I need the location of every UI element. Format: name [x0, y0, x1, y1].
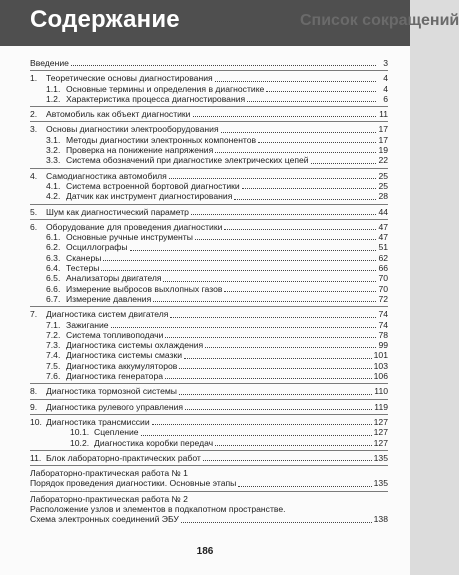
- toc-entry: [30, 242, 388, 252]
- dot-leader: [103, 260, 376, 261]
- toc-entry-number: 3.2.: [46, 145, 61, 156]
- toc-entry-number: 5.: [30, 206, 38, 217]
- toc-entry-title: Шум как диагностический параметр: [46, 206, 189, 217]
- toc-entry-number: 2.: [30, 109, 38, 120]
- toc-entry-page: 74: [378, 309, 388, 320]
- toc-entry: [30, 514, 388, 524]
- toc-entry-number: 6.6.: [46, 283, 61, 294]
- toc-entry: [30, 121, 388, 134]
- toc-entry-page: 103: [373, 360, 388, 371]
- dot-leader: [152, 424, 372, 425]
- toc-entry-page: 51: [378, 242, 388, 253]
- toc-entry-title: Основы диагностики электрооборудования: [46, 124, 219, 135]
- toc-entry: [30, 155, 388, 165]
- toc-entry: [30, 427, 388, 437]
- dot-leader: [185, 409, 372, 410]
- toc-entry-title: Схема электронных соединений ЭБУ: [30, 514, 179, 525]
- dot-leader: [163, 281, 376, 282]
- toc-entry: [30, 340, 388, 350]
- dot-leader: [165, 337, 376, 338]
- toc-entry-number: 6.2.: [46, 242, 61, 253]
- toc-entry-title: Лабораторно-практическая работа № 2: [30, 493, 188, 504]
- dot-leader: [71, 65, 376, 66]
- toc-entry: [30, 491, 388, 504]
- toc-entry-page: 127: [373, 416, 388, 427]
- toc-entry-number: 3.: [30, 124, 38, 135]
- dot-leader: [311, 163, 376, 164]
- toc-entry: [30, 330, 388, 340]
- toc-entry: [30, 84, 388, 94]
- toc-entry-page: 28: [378, 191, 388, 202]
- toc-entry-title: Основные термины и определения в диагностике: [66, 83, 265, 94]
- toc-entry-page: 70: [378, 273, 388, 284]
- dot-leader: [169, 178, 376, 179]
- toc-entry-number: 7.6.: [46, 371, 61, 382]
- toc-entry-title: Диагностика трансмиссии: [46, 416, 150, 427]
- dot-leader: [266, 91, 376, 92]
- toc-entry-page: 25: [378, 170, 388, 181]
- toc-entry: [30, 361, 388, 371]
- toc-entry-number: 6.: [30, 221, 38, 232]
- toc-entry: [30, 383, 388, 396]
- dot-leader: [193, 116, 377, 117]
- toc-entry-number: 8.: [30, 386, 38, 397]
- page-title: Содержание: [30, 6, 180, 33]
- toc-entry-title: Анализаторы двигателя: [66, 273, 162, 284]
- toc-entry-number: 1.1.: [46, 83, 61, 94]
- header-bar: [0, 0, 459, 46]
- dot-leader: [247, 101, 376, 102]
- toc-entry-title: Зажигание: [66, 319, 109, 330]
- toc-entry-page: 78: [378, 329, 388, 340]
- toc-entry-page: 99: [378, 340, 388, 351]
- toc-entry-number: 4.: [30, 170, 38, 181]
- toc-entry-page: 19: [378, 145, 388, 156]
- toc-entry-title: Диагностика системы охлаждения: [66, 340, 204, 351]
- toc-entry: [30, 58, 388, 68]
- toc-entry-number: 6.7.: [46, 293, 61, 304]
- toc-entry-page: 119: [374, 401, 388, 412]
- toc-entry-number: 6.3.: [46, 252, 61, 263]
- toc-entry-page: 47: [378, 221, 388, 232]
- toc-entry: [30, 284, 388, 294]
- toc-entry-title: Система топливоподачи: [66, 329, 164, 340]
- dot-leader: [141, 435, 372, 436]
- toc-entry-page: 11: [379, 109, 388, 120]
- toc-entry: [30, 438, 388, 448]
- toc-entry-title: Оборудование для проведения диагностики: [46, 221, 223, 232]
- toc-entry-page: 72: [378, 293, 388, 304]
- toc-entry-title: Датчик как инструмент диагностирования: [66, 191, 233, 202]
- toc-entry: [30, 504, 388, 514]
- toc-entry-page: 4: [383, 83, 388, 94]
- dot-leader: [224, 291, 376, 292]
- toc-entry: [30, 168, 388, 181]
- dot-leader: [205, 347, 376, 348]
- toc-entry: [30, 263, 388, 273]
- toc-entry: [30, 294, 388, 304]
- toc-entry-title: Характеристика процесса диагностирования: [66, 93, 246, 104]
- toc-entry-page: 22: [378, 155, 388, 166]
- dot-leader: [195, 239, 376, 240]
- toc-entry-page: 74: [378, 319, 388, 330]
- toc-entry-number: 10.: [30, 416, 42, 427]
- dot-leader: [215, 81, 376, 82]
- toc-entry-number: 3.3.: [46, 155, 61, 166]
- toc-entry: [30, 219, 388, 232]
- toc-entry: [30, 204, 388, 217]
- toc-entry-number: 7.3.: [46, 340, 61, 351]
- toc-entry-number: 6.4.: [46, 263, 61, 274]
- toc-entry-page: 62: [378, 252, 388, 263]
- toc-entry-title: Диагностика системы смазки: [66, 350, 183, 361]
- dot-leader: [179, 368, 371, 369]
- toc-entry-number: 7.1.: [46, 319, 61, 330]
- dot-leader: [191, 214, 376, 215]
- toc-entry-title: Автомобиль как объект диагностики: [46, 109, 191, 120]
- toc-entry-page: 47: [378, 232, 388, 243]
- page-number: 186: [196, 546, 214, 557]
- toc-entry-number: 9.: [30, 401, 38, 412]
- toc-entry-number: 3.1.: [46, 134, 61, 145]
- dot-leader: [184, 358, 372, 359]
- toc-entry: [30, 181, 388, 191]
- toc-entry-title: Диагностика коробки передач: [94, 437, 214, 448]
- toc-entry: [30, 399, 388, 412]
- toc-entry-title: Основные ручные инструменты: [66, 232, 193, 243]
- toc-entry-title: Введение: [30, 58, 69, 68]
- toc-entry: [30, 414, 388, 427]
- toc-entry: [30, 478, 388, 488]
- toc-entry-number: 7.: [30, 309, 38, 320]
- toc-entry: [30, 191, 388, 201]
- toc-entry-number: 7.5.: [46, 360, 61, 371]
- dot-leader: [215, 445, 371, 446]
- toc-entry-page: 110: [374, 386, 388, 397]
- toc-entry-title: Диагностика аккумуляторов: [66, 360, 178, 371]
- dot-leader: [130, 250, 376, 251]
- toc-entry-number: 1.2.: [46, 93, 61, 104]
- toc-entry-page: 4: [383, 73, 388, 84]
- toc-entry-title: Диагностика систем двигателя: [46, 309, 169, 320]
- toc-entry: [30, 253, 388, 263]
- toc-entry-title: Система обозначений при диагностике электрических цепей: [66, 155, 309, 166]
- toc-entry: [30, 135, 388, 145]
- dot-leader: [242, 188, 376, 189]
- toc-entry-page: 106: [373, 371, 388, 382]
- toc-entry-number: 7.2.: [46, 329, 61, 340]
- toc-entry-number: 1.: [30, 73, 38, 84]
- dot-leader: [111, 327, 376, 328]
- dot-leader: [215, 152, 376, 153]
- toc-entry: [30, 450, 388, 463]
- dot-leader: [170, 317, 376, 318]
- toc-entry-number: 4.2.: [46, 191, 61, 202]
- dot-leader: [221, 132, 376, 133]
- dot-leader: [258, 142, 376, 143]
- toc-entry: [30, 306, 388, 319]
- toc-entry: [30, 465, 388, 478]
- toc-entry-title: Сканеры: [66, 252, 102, 263]
- toc-entry-title: Лабораторно-практическая работа № 1: [30, 468, 188, 479]
- toc-entry-title: Диагностика генератора: [66, 371, 164, 382]
- toc-entry-page: 17: [378, 134, 388, 145]
- toc-entry-number: 10.1.: [70, 427, 90, 438]
- toc-entry-number: 11.: [30, 452, 42, 463]
- toc-entry: [30, 70, 388, 83]
- toc-entry-page: 44: [378, 206, 388, 217]
- toc-entry-page: 70: [378, 283, 388, 294]
- toc-entry-page: 66: [378, 263, 388, 274]
- toc-entry-title: Осциллографы: [66, 242, 128, 253]
- dot-leader: [203, 460, 372, 461]
- dot-leader: [153, 301, 376, 302]
- toc-entry-page: 3: [383, 58, 388, 68]
- dot-leader: [165, 378, 372, 379]
- toc-entry-title: Проверка на понижение напряжения: [66, 145, 214, 156]
- toc-entry-title: Тестеры: [66, 263, 100, 274]
- toc-entry-title: Измерение выбросов выхлопных газов: [66, 283, 223, 294]
- dot-leader: [181, 522, 372, 523]
- toc-entry-number: 4.1.: [46, 180, 61, 191]
- toc-entry: [30, 350, 388, 360]
- toc-entry: [30, 232, 388, 242]
- table-of-contents: [30, 58, 388, 525]
- toc-entry: [30, 94, 388, 104]
- toc-entry-title: Методы диагностики электронных компонентов: [66, 134, 257, 145]
- toc-entry-title: Измерение давления: [66, 293, 152, 304]
- toc-entry-title: Самодиагностика автомобиля: [46, 170, 167, 181]
- bleed-through-text: Список сокращений: [300, 12, 459, 29]
- dot-leader: [234, 199, 376, 200]
- toc-entry: [30, 371, 388, 381]
- toc-entry-title: Диагностика рулевого управления: [46, 401, 184, 412]
- toc-entry: [30, 320, 388, 330]
- toc-entry-title: Расположение узлов и элементов в подкапотном пространстве.: [30, 503, 286, 514]
- toc-entry-number: 6.1.: [46, 232, 61, 243]
- toc-entry-page: 135: [373, 452, 388, 463]
- dot-leader: [224, 229, 376, 230]
- toc-entry: [30, 273, 388, 283]
- toc-entry: [30, 106, 388, 119]
- toc-entry-page: 17: [378, 124, 388, 135]
- dot-leader: [238, 486, 371, 487]
- toc-entry-page: 127: [373, 427, 388, 438]
- toc-entry-number: 7.4.: [46, 350, 61, 361]
- toc-entry-page: 127: [373, 437, 388, 448]
- toc-entry-title: Порядок проведения диагностики. Основные этапы: [30, 478, 237, 489]
- toc-entry-page: 135: [373, 478, 388, 489]
- toc-entry-page: 138: [373, 514, 388, 525]
- dot-leader: [101, 270, 376, 271]
- toc-entry-number: 6.5.: [46, 273, 61, 284]
- toc-entry-number: 10.2.: [70, 437, 90, 448]
- toc-entry-title: Диагностика тормозной системы: [46, 386, 177, 397]
- toc-entry-page: 25: [378, 180, 388, 191]
- toc-entry-page: 101: [373, 350, 388, 361]
- toc-entry: [30, 145, 388, 155]
- toc-entry-title: Система встроенной бортовой диагностики: [66, 180, 240, 191]
- toc-entry-page: 6: [383, 93, 388, 104]
- dot-leader: [179, 394, 372, 395]
- toc-entry-title: Сцепление: [94, 427, 139, 438]
- toc-entry-title: Блок лабораторно-практических работ: [46, 452, 201, 463]
- toc-entry-title: Теоретические основы диагностирования: [46, 73, 213, 84]
